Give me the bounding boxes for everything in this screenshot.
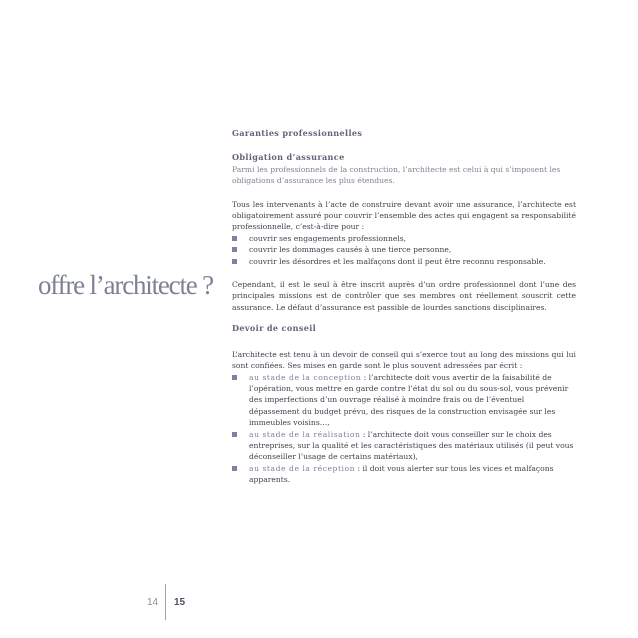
square-bullet-icon: [232, 432, 237, 437]
folio-divider: [165, 584, 166, 620]
page-number-right: 15: [174, 597, 186, 608]
insurance-closing: Cependant, il est le seul à être inscrit auprès d’un ordre professionnel dont l’une des principales missions est de contrôler que ses membres ont réellement souscrit cette assurance. Le défaut d’assurance est passible de lourdes sanctions disciplinaires.: [232, 280, 576, 312]
insurance-intro: Parmi les professionnels de la construction, l’architecte est celui à qui s’imposent les obligations d’assurance les plus étendues.: [232, 164, 561, 186]
list-item: [232, 372, 576, 429]
section-heading-garanties: Garanties professionnelles: [232, 128, 363, 138]
square-bullet-icon: [232, 236, 237, 241]
page-number-left: 14: [147, 597, 159, 608]
stage-label: au stade de la réception: [249, 463, 356, 473]
advice-list: [232, 372, 576, 486]
list-item: couvrir ses engagements professionnels,: [232, 233, 576, 244]
insurance-body: Tous les intervenants à l’acte de construire devant avoir une assurance, l’architecte est obligatoirement assuré pour couvrir l’ensemble des actes qui engagent sa responsabilité professionnelle, c’est-à-dire pour :: [232, 199, 576, 232]
square-bullet-icon: [232, 466, 237, 471]
subheading-assurance: Obligation d’assurance: [232, 152, 345, 163]
stage-label: au stade de la conception: [249, 372, 362, 382]
subheading-devoir-conseil: Devoir de conseil: [232, 323, 317, 334]
page-title: offre l’architecte ?: [38, 270, 213, 300]
list-item: [232, 463, 576, 486]
stage-text: : il doit vous alerter sur tous les vices et malfaçons apparents.: [249, 463, 554, 485]
list-item: [232, 429, 576, 463]
stage-text: : l’architecte doit vous avertir de la faisabilité de l’opération, vous mettre en garde contre l’état du sol ou du sous-sol, vous prévenir des imperfections d’un ouvrage réalisé à moindre frais ou de l’éventuel dépassement du budget prévu, des risques de la construction envisagée sur les immeubles voisins…,: [249, 372, 569, 428]
square-bullet-icon: [232, 259, 237, 264]
main-content: [232, 128, 576, 486]
list-item: couvrir les désordres et les malfaçons dont il peut être reconnu responsable.: [232, 256, 576, 267]
stage-text: : l’architecte doit vous conseiller sur le choix des entreprises, sur la qualité et les caractéristiques des matériaux utilisés (il peut vous déconseiller l’usage de certains matériaux),: [249, 429, 574, 462]
square-bullet-icon: [232, 375, 237, 380]
square-bullet-icon: [232, 247, 237, 252]
list-item: couvrir les dommages causés à une tierce personne,: [232, 244, 576, 255]
insurance-list: [232, 233, 576, 267]
advice-intro: L’architecte est tenu à un devoir de conseil qui s’exerce tout au long des missions qui lui sont confiées. Ses mises en garde sont le plus souvent adressées par écrit :: [232, 349, 576, 371]
stage-label: au stade de la réalisation: [249, 429, 361, 439]
